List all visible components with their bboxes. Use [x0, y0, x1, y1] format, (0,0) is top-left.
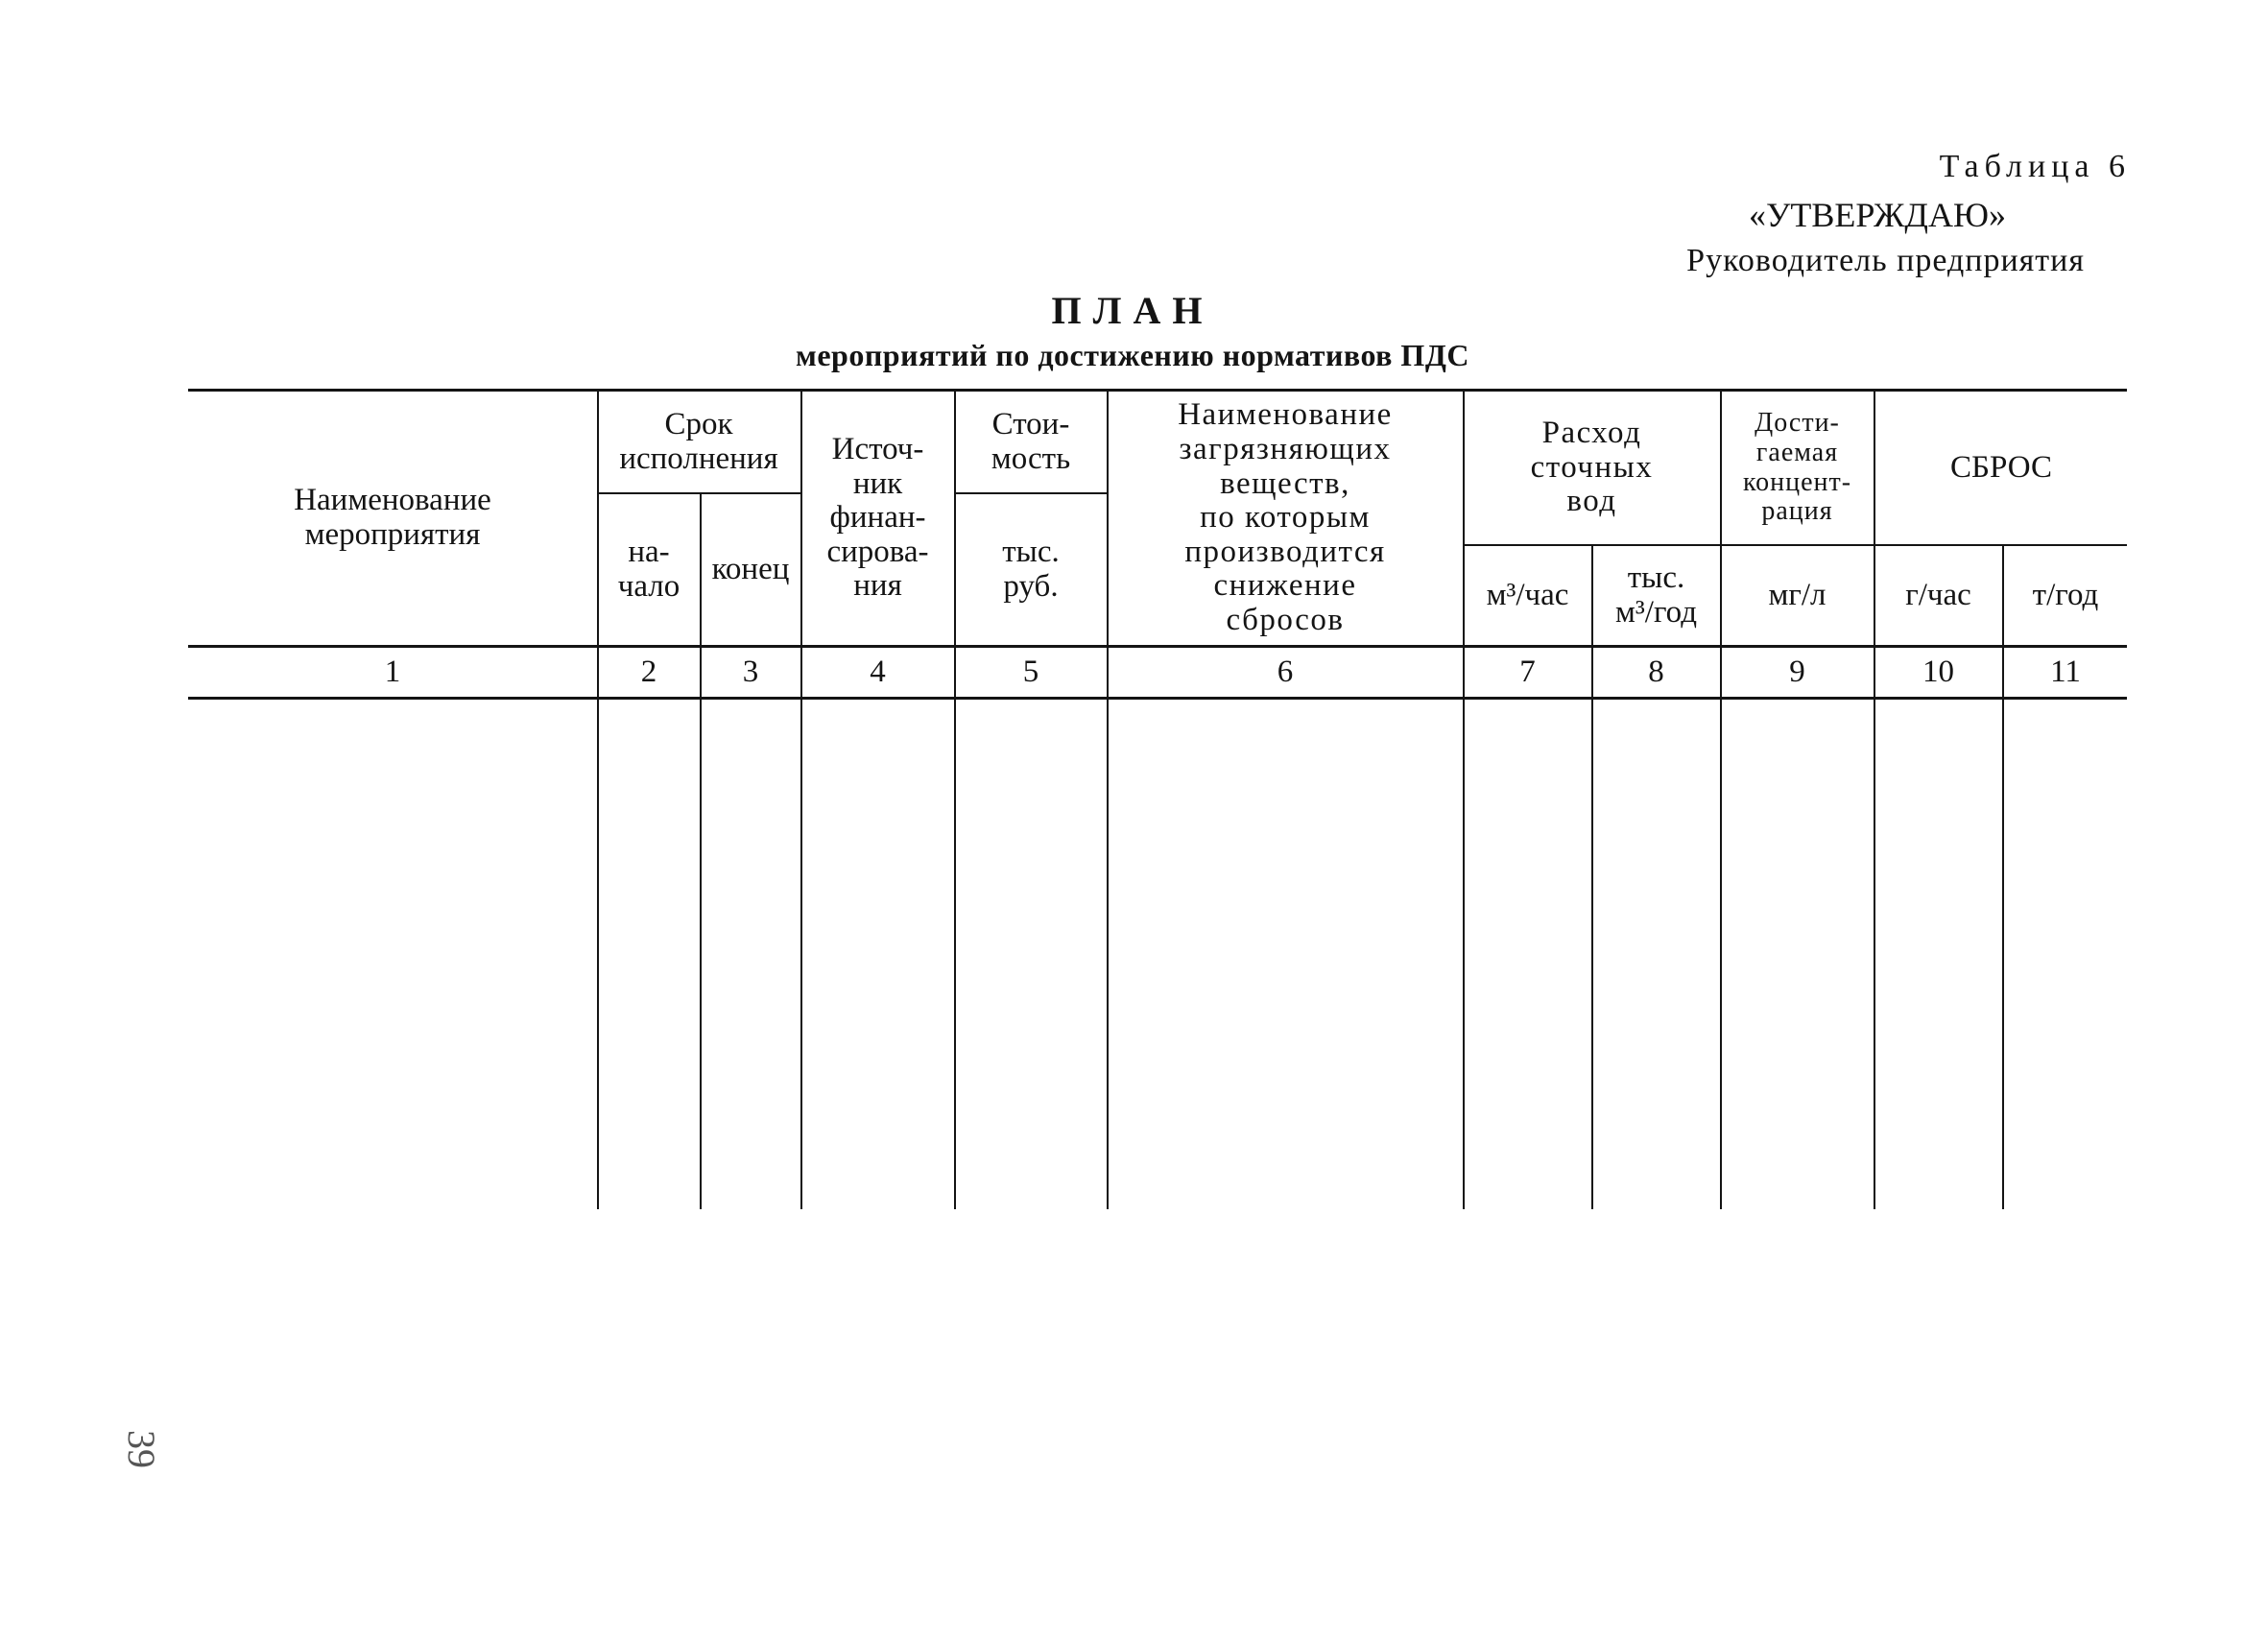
header-term-end: конец	[711, 551, 790, 586]
column-number: 7	[1519, 654, 1536, 689]
document-title: ПЛАН	[1051, 289, 1214, 332]
header-flow-thousand-m3-year: тыс. м³/год	[1615, 560, 1697, 630]
header-cost: Стои- мость	[991, 406, 1071, 476]
signatory-title: Руководитель предприятия	[1686, 243, 2085, 278]
header-concentration: Дости- гаемая концент- рация	[1742, 407, 1852, 527]
column-number: 5	[1022, 654, 1039, 689]
approval-stamp: «УТВЕРЖДАЮ»	[1748, 196, 2006, 234]
column-number: 4	[870, 654, 886, 689]
header-discharge-t-year: т/год	[2032, 577, 2099, 612]
column-number: 11	[2050, 654, 2081, 689]
page-number: 39	[120, 1430, 164, 1468]
column-number: 8	[1648, 654, 1664, 689]
numbers-bottom-border	[188, 697, 2127, 700]
header-flow-m3-hour: м³/час	[1486, 577, 1569, 612]
header-concentration-unit: мг/л	[1768, 577, 1826, 612]
header-discharge-g-hour: г/час	[1905, 577, 1971, 612]
column-number: 9	[1789, 654, 1805, 689]
header-term: Срок исполнения	[619, 406, 778, 476]
header-funding-source: Источ- ник финан- сирова- ния	[826, 431, 929, 604]
header-name: Наименование мероприятия	[294, 483, 491, 552]
header-discharge: СБРОС	[1950, 449, 2052, 485]
table-label: Таблица 6	[1939, 149, 2131, 184]
document-subtitle: мероприятий по достижению нормативов ПДС	[796, 338, 1469, 372]
column-number: 1	[384, 654, 401, 689]
header-pollutants: Наименование загрязняющих веществ, по которым производится снижение сбросов	[1178, 397, 1393, 638]
column-number: 3	[742, 654, 759, 689]
column-number: 10	[1922, 654, 1954, 689]
column-number: 6	[1277, 654, 1294, 689]
header-term-start: на- чало	[617, 534, 680, 604]
header-wastewater-flow: Расход сточных вод	[1530, 416, 1654, 519]
header-cost-unit: тыс. руб.	[1002, 534, 1060, 604]
column-number: 2	[640, 654, 657, 689]
